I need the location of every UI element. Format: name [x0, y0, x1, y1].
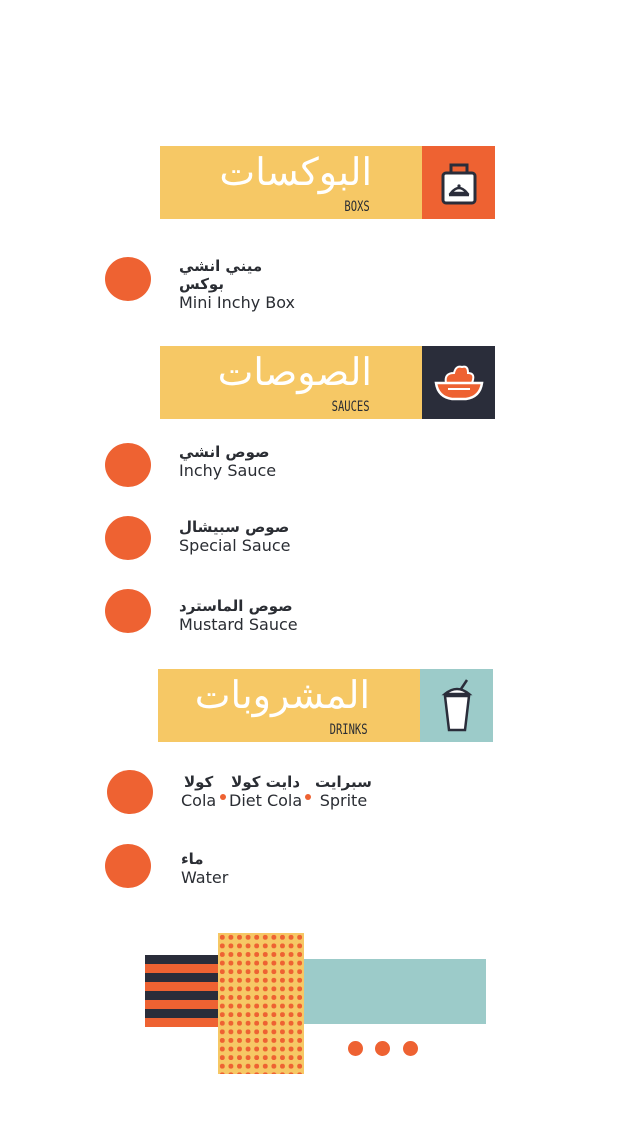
item-name-en: Diet Cola — [229, 791, 303, 810]
item-name-en: Water — [181, 868, 229, 887]
header-band — [160, 346, 422, 419]
item-text — [179, 518, 290, 556]
item-name-ar: صوص انشي — [179, 443, 270, 461]
section-title-en: SAUCES — [332, 399, 370, 415]
item-name-ar: صوص الماسترد — [179, 597, 293, 615]
header-band — [158, 669, 420, 742]
drink-option — [229, 773, 302, 811]
drink-cup-icon — [420, 669, 493, 742]
item-text — [181, 850, 228, 888]
bullet-dot — [105, 257, 151, 301]
item-text — [179, 257, 295, 313]
section-title-en: BOXS — [344, 199, 370, 215]
drink-option — [181, 773, 216, 811]
header-band — [160, 146, 422, 219]
section-title-ar: المشروبات — [194, 673, 370, 717]
item-name-en: Inchy Sauce — [179, 461, 277, 480]
section-title-ar: البوكسات — [219, 150, 372, 194]
item-name-en: Mustard Sauce — [179, 615, 298, 634]
item-name-en: Sprite — [319, 791, 368, 810]
decor-polka-dots — [218, 933, 304, 1074]
item-text — [179, 443, 276, 481]
item-name-ar: صوص سبيشال — [179, 518, 290, 536]
drink-option — [315, 773, 372, 811]
item-text — [179, 597, 298, 635]
item-name-ar: كولا — [183, 773, 214, 791]
section-header-boxes — [160, 146, 495, 219]
item-name-en: Cola — [181, 791, 217, 810]
section-header-drinks — [158, 669, 493, 742]
bullet-dot — [105, 443, 151, 487]
item-name-ar: دايت كولا — [231, 773, 301, 791]
item-name-ar: ماء — [181, 850, 204, 868]
section-title-en: DRINKS — [330, 722, 368, 738]
bullet-dot — [105, 589, 151, 633]
lunch-box-icon — [422, 146, 495, 219]
separator-dot — [220, 794, 226, 800]
decor-dot — [375, 1041, 390, 1056]
section-title-ar: الصوصات — [217, 350, 372, 394]
separator-dot — [305, 794, 311, 800]
bullet-dot — [105, 516, 151, 560]
item-name-ar: سبرايت — [315, 773, 372, 791]
section-header-sauces — [160, 346, 495, 419]
sauce-bowl-icon — [422, 346, 495, 419]
decor-dot — [403, 1041, 418, 1056]
decor-dot — [348, 1041, 363, 1056]
item-name-en: Mini Inchy Box — [179, 293, 296, 312]
bullet-dot — [105, 844, 151, 888]
bullet-dot — [107, 770, 153, 814]
item-name-ar: ميني انشي بوكس — [179, 257, 263, 293]
decor-stripes — [145, 955, 225, 1027]
decor-teal-block — [304, 959, 486, 1024]
item-name-en: Special Sauce — [179, 536, 291, 555]
